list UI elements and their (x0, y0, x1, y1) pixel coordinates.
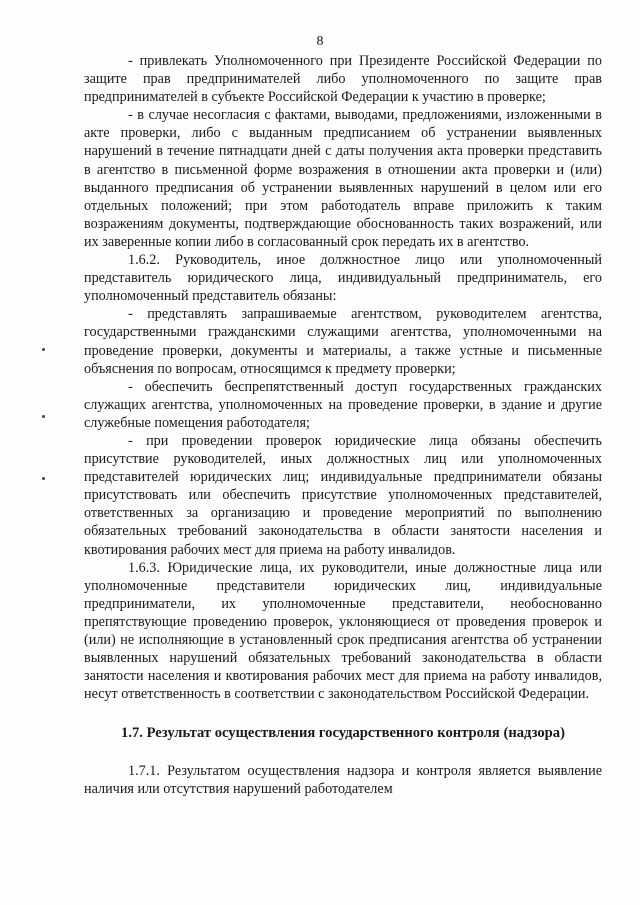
paragraph: 1.6.3. Юридические лица, их руководители, иные должностные лица или уполномоченные представители юридических лиц, индивидуальные предприниматели, их уполномоченные представители, необоснованно препятствующие проведению проверок, уклоняющиеся от проведения проверок и (или) не исполняющие в установленный срок предписания агентства об устранении выявленных нарушений обязательных требований законодательства в области занятости населения и квотирования рабочих мест для приема на работу инвалидов, несут ответственность в соответствии с законодательством Российской Федерации. (84, 559, 602, 703)
paragraph: - привлекать Уполномоченного при Президенте Российской Федерации по защите прав предпринимателей либо уполномоченного по защите прав предпринимателей в субъекте Российской Федерации к участию в проверке; (84, 53, 602, 106)
page-number: 8 (316, 34, 324, 49)
paragraph: 1.6.2. Руководитель, иное должностное лицо или уполномоченный представитель юридического лица, индивидуальный предприниматель, его уполномоченный представитель обязаны: (84, 252, 602, 305)
margin-mark (42, 477, 45, 480)
paragraph: - представлять запрашиваемые агентством, руководителем агентства, государственными гражданскими служащими агентства, уполномоченными на проведение проверки, документы и материалы, а также устные и письменные объяснения по вопросам, относящимся к предмету проверки; (84, 306, 602, 377)
paragraph: - обеспечить беспрепятственный доступ государственных гражданских служащих агентства, уполномоченных на проведение проверки, в здание и другие служебные помещения работодателя; (84, 378, 602, 431)
paragraph: 1.7.1. Результатом осуществления надзора и контроля является выявление наличия или отсутствия нарушений работодателем (84, 763, 602, 798)
paragraph: - при проведении проверок юридические лица обязаны обеспечить присутствие руководителей, иных должностных лиц или уполномоченных представителей юридических лиц; индивидуальные предприниматели обязаны присутствовать или обеспечить присутствие уполномоченных представителей, ответственных за организацию и проведение мероприятий по выполнению обязательных требований законодательства в области занятости населения и квотирования рабочих мест для приема на работу инвалидов. (84, 432, 602, 558)
section-heading: 1.7. Результат осуществления государственного контроля (надзора) (121, 725, 565, 742)
margin-mark (42, 415, 45, 418)
paragraph: - в случае несогласия с фактами, выводами, предложениями, изложенными в акте проверки, либо с выданным предписанием об устранении выявленных нарушений в течение пятнадцати дней с даты получения акта проверки представить в агентство в письменной форме возражения в отношении акта проверки и (или) выданного предписания об устранении выявленных нарушений в целом или его отдельных положений; при этом работодатель вправе приложить к таким возражениям документы, подтверждающие обоснованность таких возражений, или их заверенные копии либо в согласованный срок передать их в агентство. (84, 107, 602, 250)
margin-mark (42, 348, 45, 351)
document-body (84, 52, 602, 799)
